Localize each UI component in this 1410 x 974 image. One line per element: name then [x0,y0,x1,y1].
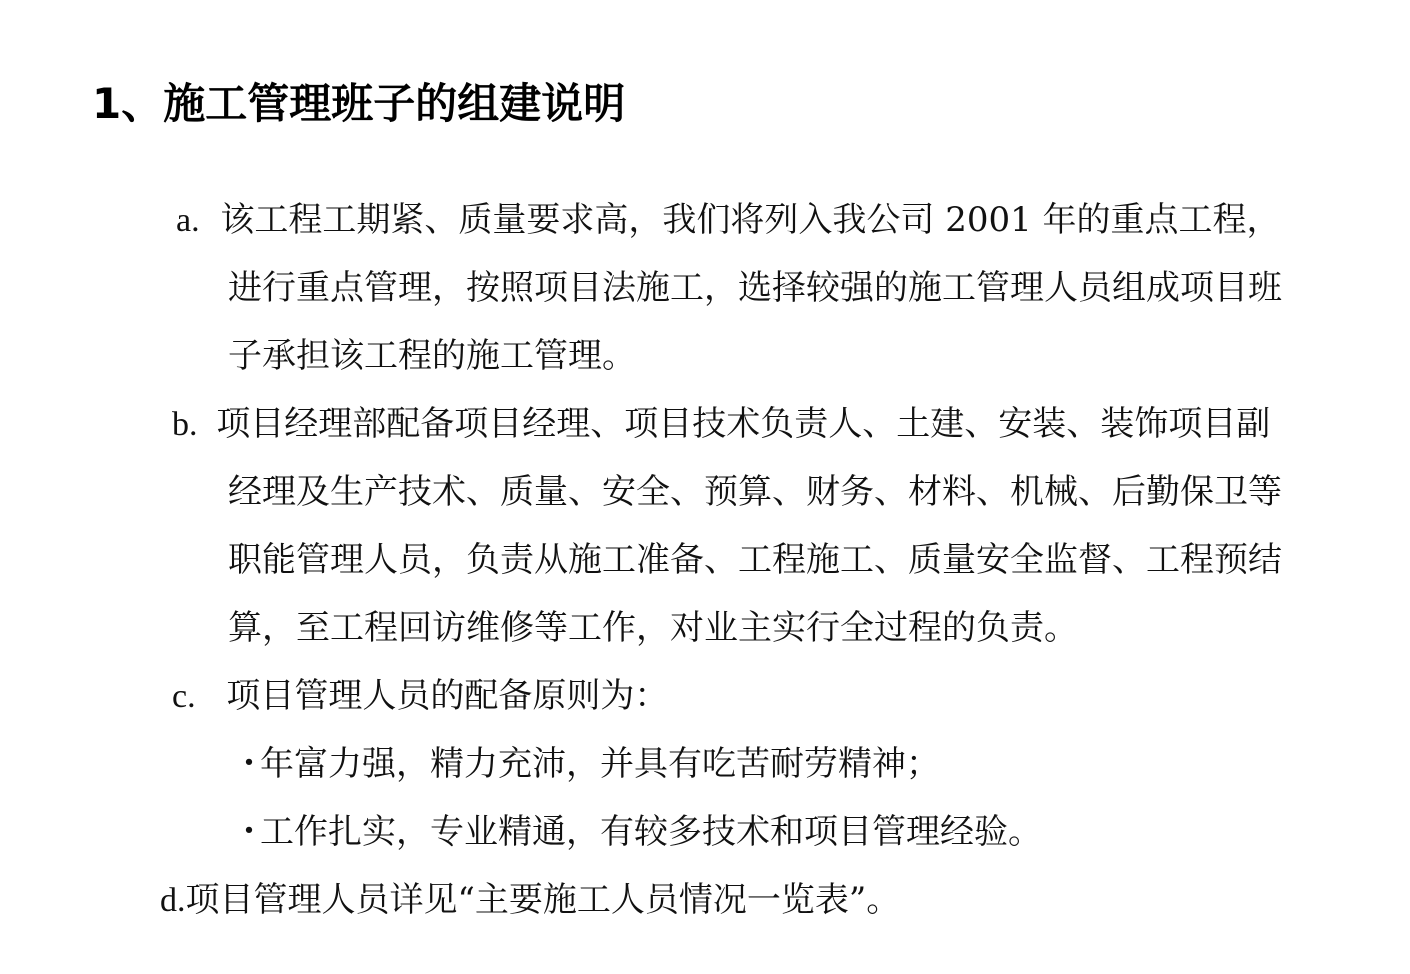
item-d-marker: d. [160,882,186,919]
item-c-bullet-1-text: 年富力强，精力充沛，并具有吃苦耐劳精神； [260,744,940,784]
item-c-bullet-1 [232,740,940,788]
item-b-line-3: 职能管理人员，负责从施工准备、工程施工、质量安全监督、工程预结 [228,540,1282,580]
section-heading: 1、施工管理班子的组建说明 [92,79,626,128]
item-d-line-1 [160,876,900,924]
item-b-marker: b. [172,406,198,443]
item-a-text-1: 该工程工期紧、质量要求高，我们将列入我公司 2001 年的重点工程， [220,200,1281,240]
item-c-line-1 [172,672,668,720]
item-a-line-1 [176,196,1281,244]
item-a-line-2: 进行重点管理，按照项目法施工，选择较强的施工管理人员组成项目班 [228,268,1282,308]
item-c-bullet-2 [232,808,1042,856]
item-b-line-2: 经理及生产技术、质量、安全、预算、财务、材料、机械、后勤保卫等 [228,472,1282,512]
item-b-text-1: 项目经理部配备项目经理、项目技术负责人、土建、安装、装饰项目副 [216,404,1271,444]
item-d-text-1: 项目管理人员详见“主要施工人员情况一览表”。 [185,880,901,920]
item-a-line-3: 子承担该工程的施工管理。 [228,336,636,376]
bullet-dot-icon: ・ [232,812,266,852]
item-c-bullet-2-text: 工作扎实，专业精通，有较多技术和项目管理经验。 [260,812,1042,852]
item-c-text-1: 项目管理人员的配备原则为： [226,676,669,716]
item-b-line-1 [172,400,1270,448]
item-c-marker: c. [172,678,196,715]
item-b-line-4: 算，至工程回访维修等工作，对业主实行全过程的负责。 [228,608,1078,648]
bullet-dot-icon: ・ [232,744,266,784]
item-a-marker: a. [176,202,200,239]
